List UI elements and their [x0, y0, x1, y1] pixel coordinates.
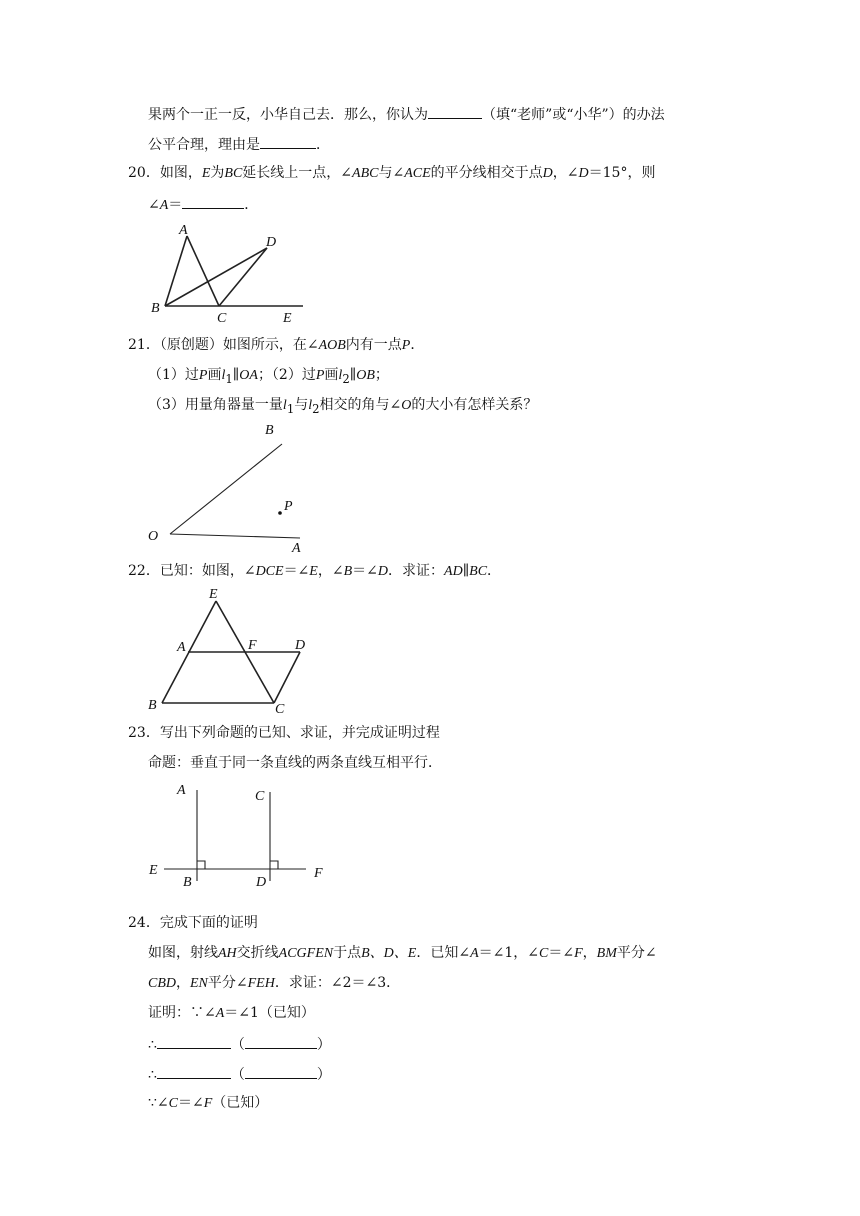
q20-line1 — [128, 164, 655, 183]
q22-text: ＝∠ — [283, 563, 310, 579]
q24-text: ＝∠ — [177, 1095, 204, 1111]
q20-var: D — [578, 166, 589, 181]
q24-var: EN — [190, 976, 208, 991]
q24-var: C — [539, 946, 549, 961]
q24-text: ， — [582, 945, 597, 961]
q23-label-A: A — [177, 783, 186, 798]
q24-number: 24． — [128, 915, 160, 931]
q22-label-A: A — [177, 640, 186, 655]
q21-text: ∥ — [349, 367, 357, 383]
q24-var: A — [215, 1006, 225, 1021]
q24-text: ， — [176, 975, 190, 991]
q24-var: B、D、E — [361, 946, 417, 961]
q24-var: FEH — [247, 976, 275, 991]
q24-text: 完成下面的证明 — [159, 915, 258, 931]
q23-line2 — [148, 754, 442, 772]
q20-segment-AC — [187, 236, 219, 306]
q23-number: 23． — [128, 725, 160, 741]
q24-text: ） — [316, 1037, 331, 1053]
q24-therefore-symbol: ∴ — [148, 1067, 157, 1083]
q21-var: OB — [356, 368, 375, 383]
q20-text: 如图， — [159, 165, 202, 181]
q24-var: C — [168, 1096, 178, 1111]
q23-proposition: 命题：垂直于同一条直线的两条直线互相平行． — [148, 755, 442, 771]
q24-text: ∵∠ — [148, 1095, 169, 1111]
q20-label-A: A — [179, 223, 188, 238]
q24-proof-line3 — [148, 1064, 331, 1084]
q24-text: 证明：∵∠ — [148, 1005, 216, 1021]
q24-var: ACGFEN — [278, 946, 334, 961]
q22-number: 22． — [128, 563, 160, 579]
q20-line2 — [148, 194, 258, 215]
q23-text: 写出下列命题的已知、求证，并完成证明过程 — [159, 725, 440, 741]
q24-var: CBD — [148, 976, 176, 991]
q21-var: l — [338, 368, 343, 383]
q21-subscript: 1 — [286, 401, 295, 416]
q21-var: l — [221, 368, 226, 383]
q24-text: ＝∠ — [548, 945, 575, 961]
q20-text: ． — [244, 197, 259, 213]
q23-line1 — [128, 724, 440, 742]
q20-text: ，∠ — [552, 165, 579, 181]
q24-blank-statement-1 — [157, 1034, 231, 1049]
q24-text: （ — [230, 1067, 245, 1083]
q24-text: ．求证：∠2＝∠3． — [274, 975, 401, 991]
q22-label-B: B — [148, 698, 157, 713]
q21-var: AOB — [318, 338, 346, 353]
q19-text: （填“老师”或“小华”）的办法 — [482, 107, 665, 123]
q21-label-O: O — [148, 529, 159, 544]
q20-label-B: B — [151, 301, 160, 316]
q20-var: ABC — [352, 166, 379, 181]
q22-text: ．求证： — [388, 563, 445, 579]
q21-var: P — [401, 338, 411, 353]
q21-text: ； — [374, 367, 389, 383]
q20-var: E — [201, 166, 211, 181]
q21-text: 与 — [294, 397, 309, 413]
q24-blank-reason-1 — [245, 1034, 317, 1049]
q20-var: A — [159, 198, 169, 213]
q23-figure — [140, 778, 340, 892]
q21-text: 画 — [207, 367, 222, 383]
q22-text: ． — [487, 563, 502, 579]
q22-label-E: E — [209, 587, 218, 602]
q21-ray-OB — [170, 444, 282, 534]
q22-label-C: C — [275, 702, 285, 717]
q22-segment-DC — [274, 652, 300, 703]
q19-line2 — [148, 134, 330, 154]
q21-text: （3）用量角器量一量 — [148, 397, 283, 413]
q19-blank-1 — [428, 104, 482, 119]
q20-text: 与∠ — [378, 165, 405, 181]
q21-subscript: 2 — [312, 401, 320, 416]
q20-text: ＝ — [168, 197, 183, 213]
q22-var: DCE — [255, 564, 284, 579]
q21-text: ∥ — [232, 367, 240, 383]
q21-label-A: A — [292, 541, 301, 556]
q19-text: ． — [316, 137, 330, 153]
q21-text: （1）过 — [148, 367, 199, 383]
q21-text: 的大小有怎样关系？ — [411, 397, 538, 413]
q21-var: l — [308, 398, 313, 413]
q21-var: OA — [239, 368, 258, 383]
q24-text: ） — [316, 1067, 331, 1083]
q23-label-C: C — [255, 789, 265, 804]
q19-text: 果两个一正一反，小华自己去．那么，你认为 — [148, 107, 428, 123]
q20-label-D: D — [266, 235, 277, 250]
q21-text: ． — [410, 337, 425, 353]
q23-label-D: D — [256, 875, 267, 890]
q23-right-angle-D — [270, 861, 278, 869]
q20-segment-CD — [219, 248, 267, 306]
q20-text: ∠ — [148, 197, 160, 213]
q22-label-F: F — [248, 638, 257, 653]
q22-figure — [140, 585, 320, 717]
q22-line1 — [128, 562, 501, 581]
q21-var: P — [198, 368, 208, 383]
q24-var: F — [574, 946, 583, 961]
q21-var: l — [282, 398, 287, 413]
q24-text: 平分∠ — [616, 945, 657, 961]
q21-text: 画 — [324, 367, 339, 383]
q22-label-D: D — [295, 638, 306, 653]
q22-text: ＝∠ — [352, 563, 378, 579]
q20-number: 20． — [128, 165, 160, 181]
q22-var: BC — [469, 564, 488, 579]
q24-blank-statement-2 — [157, 1064, 231, 1079]
q24-proof-line4 — [148, 1094, 268, 1113]
q24-text: 于点 — [333, 945, 362, 961]
q24-text: 如图，射线 — [148, 945, 218, 961]
q21-point-P — [278, 511, 282, 515]
q21-text: 内有一点 — [345, 337, 402, 353]
q20-label-E: E — [283, 311, 292, 326]
q22-var: E — [309, 564, 318, 579]
q24-text: （ — [230, 1037, 245, 1053]
q23-label-F: F — [314, 866, 323, 881]
q20-text: ＝15°，则 — [588, 165, 656, 181]
q24-var: A — [470, 946, 479, 961]
q22-var: D — [377, 564, 389, 579]
q22-text: ∥ — [462, 563, 470, 579]
q21-text: （原创题）如图所示，在∠ — [159, 337, 319, 353]
q19-blank-2 — [260, 134, 316, 149]
q24-blank-reason-2 — [245, 1064, 317, 1079]
q20-var: D — [542, 166, 553, 181]
q24-text: 平分∠ — [207, 975, 248, 991]
q20-text: 延长线上一点，∠ — [242, 165, 353, 181]
q24-line2 — [148, 944, 657, 963]
q20-text: 为 — [210, 165, 225, 181]
q23-label-B: B — [183, 875, 192, 890]
q24-text: ＝∠1（已知） — [224, 1005, 315, 1021]
q24-text: （已知） — [212, 1095, 269, 1111]
q21-subscript: 1 — [225, 371, 233, 386]
q20-figure — [145, 222, 315, 328]
q19-text: 公平合理，理由是 — [148, 137, 260, 153]
q24-text: ．已知∠ — [416, 945, 471, 961]
q24-line1 — [128, 914, 258, 932]
q23-right-angle-B — [197, 861, 205, 869]
q20-text: 的平分线相交于点 — [430, 165, 543, 181]
q21-text: ；（2）过 — [257, 367, 316, 383]
q19-line1 — [148, 104, 665, 124]
q24-line3 — [148, 974, 400, 993]
q24-proof-line2 — [148, 1034, 331, 1054]
q21-line2 — [148, 366, 389, 388]
q21-figure — [140, 420, 320, 556]
q21-label-B: B — [265, 423, 274, 438]
q20-var: BC — [224, 166, 243, 181]
q21-text: 相交的角与∠ — [319, 397, 402, 413]
q21-line1 — [128, 336, 424, 355]
q24-var: BM — [596, 946, 617, 961]
q20-label-C: C — [217, 311, 227, 326]
q20-var: ACE — [404, 166, 431, 181]
q21-number: 21． — [128, 337, 160, 353]
q22-var: AD — [444, 564, 463, 579]
q23-label-E: E — [149, 863, 158, 878]
q22-var: B — [343, 564, 353, 579]
q21-label-P: P — [284, 499, 293, 514]
q22-text: 已知：如图，∠ — [159, 563, 256, 579]
q24-var: AH — [218, 946, 237, 961]
q24-proof-line1 — [148, 1004, 315, 1023]
q24-text: 交折线 — [236, 945, 279, 961]
q21-ray-OA — [170, 534, 300, 538]
q21-subscript: 2 — [342, 371, 350, 386]
q24-therefore-symbol: ∴ — [148, 1037, 157, 1053]
q21-var: P — [315, 368, 325, 383]
q21-var: O — [401, 398, 412, 413]
q24-var: F — [203, 1096, 213, 1111]
q20-blank — [182, 194, 244, 209]
q22-text: ，∠ — [317, 563, 344, 579]
q24-text: ＝∠1，∠ — [478, 945, 540, 961]
q21-line3 — [148, 396, 537, 418]
